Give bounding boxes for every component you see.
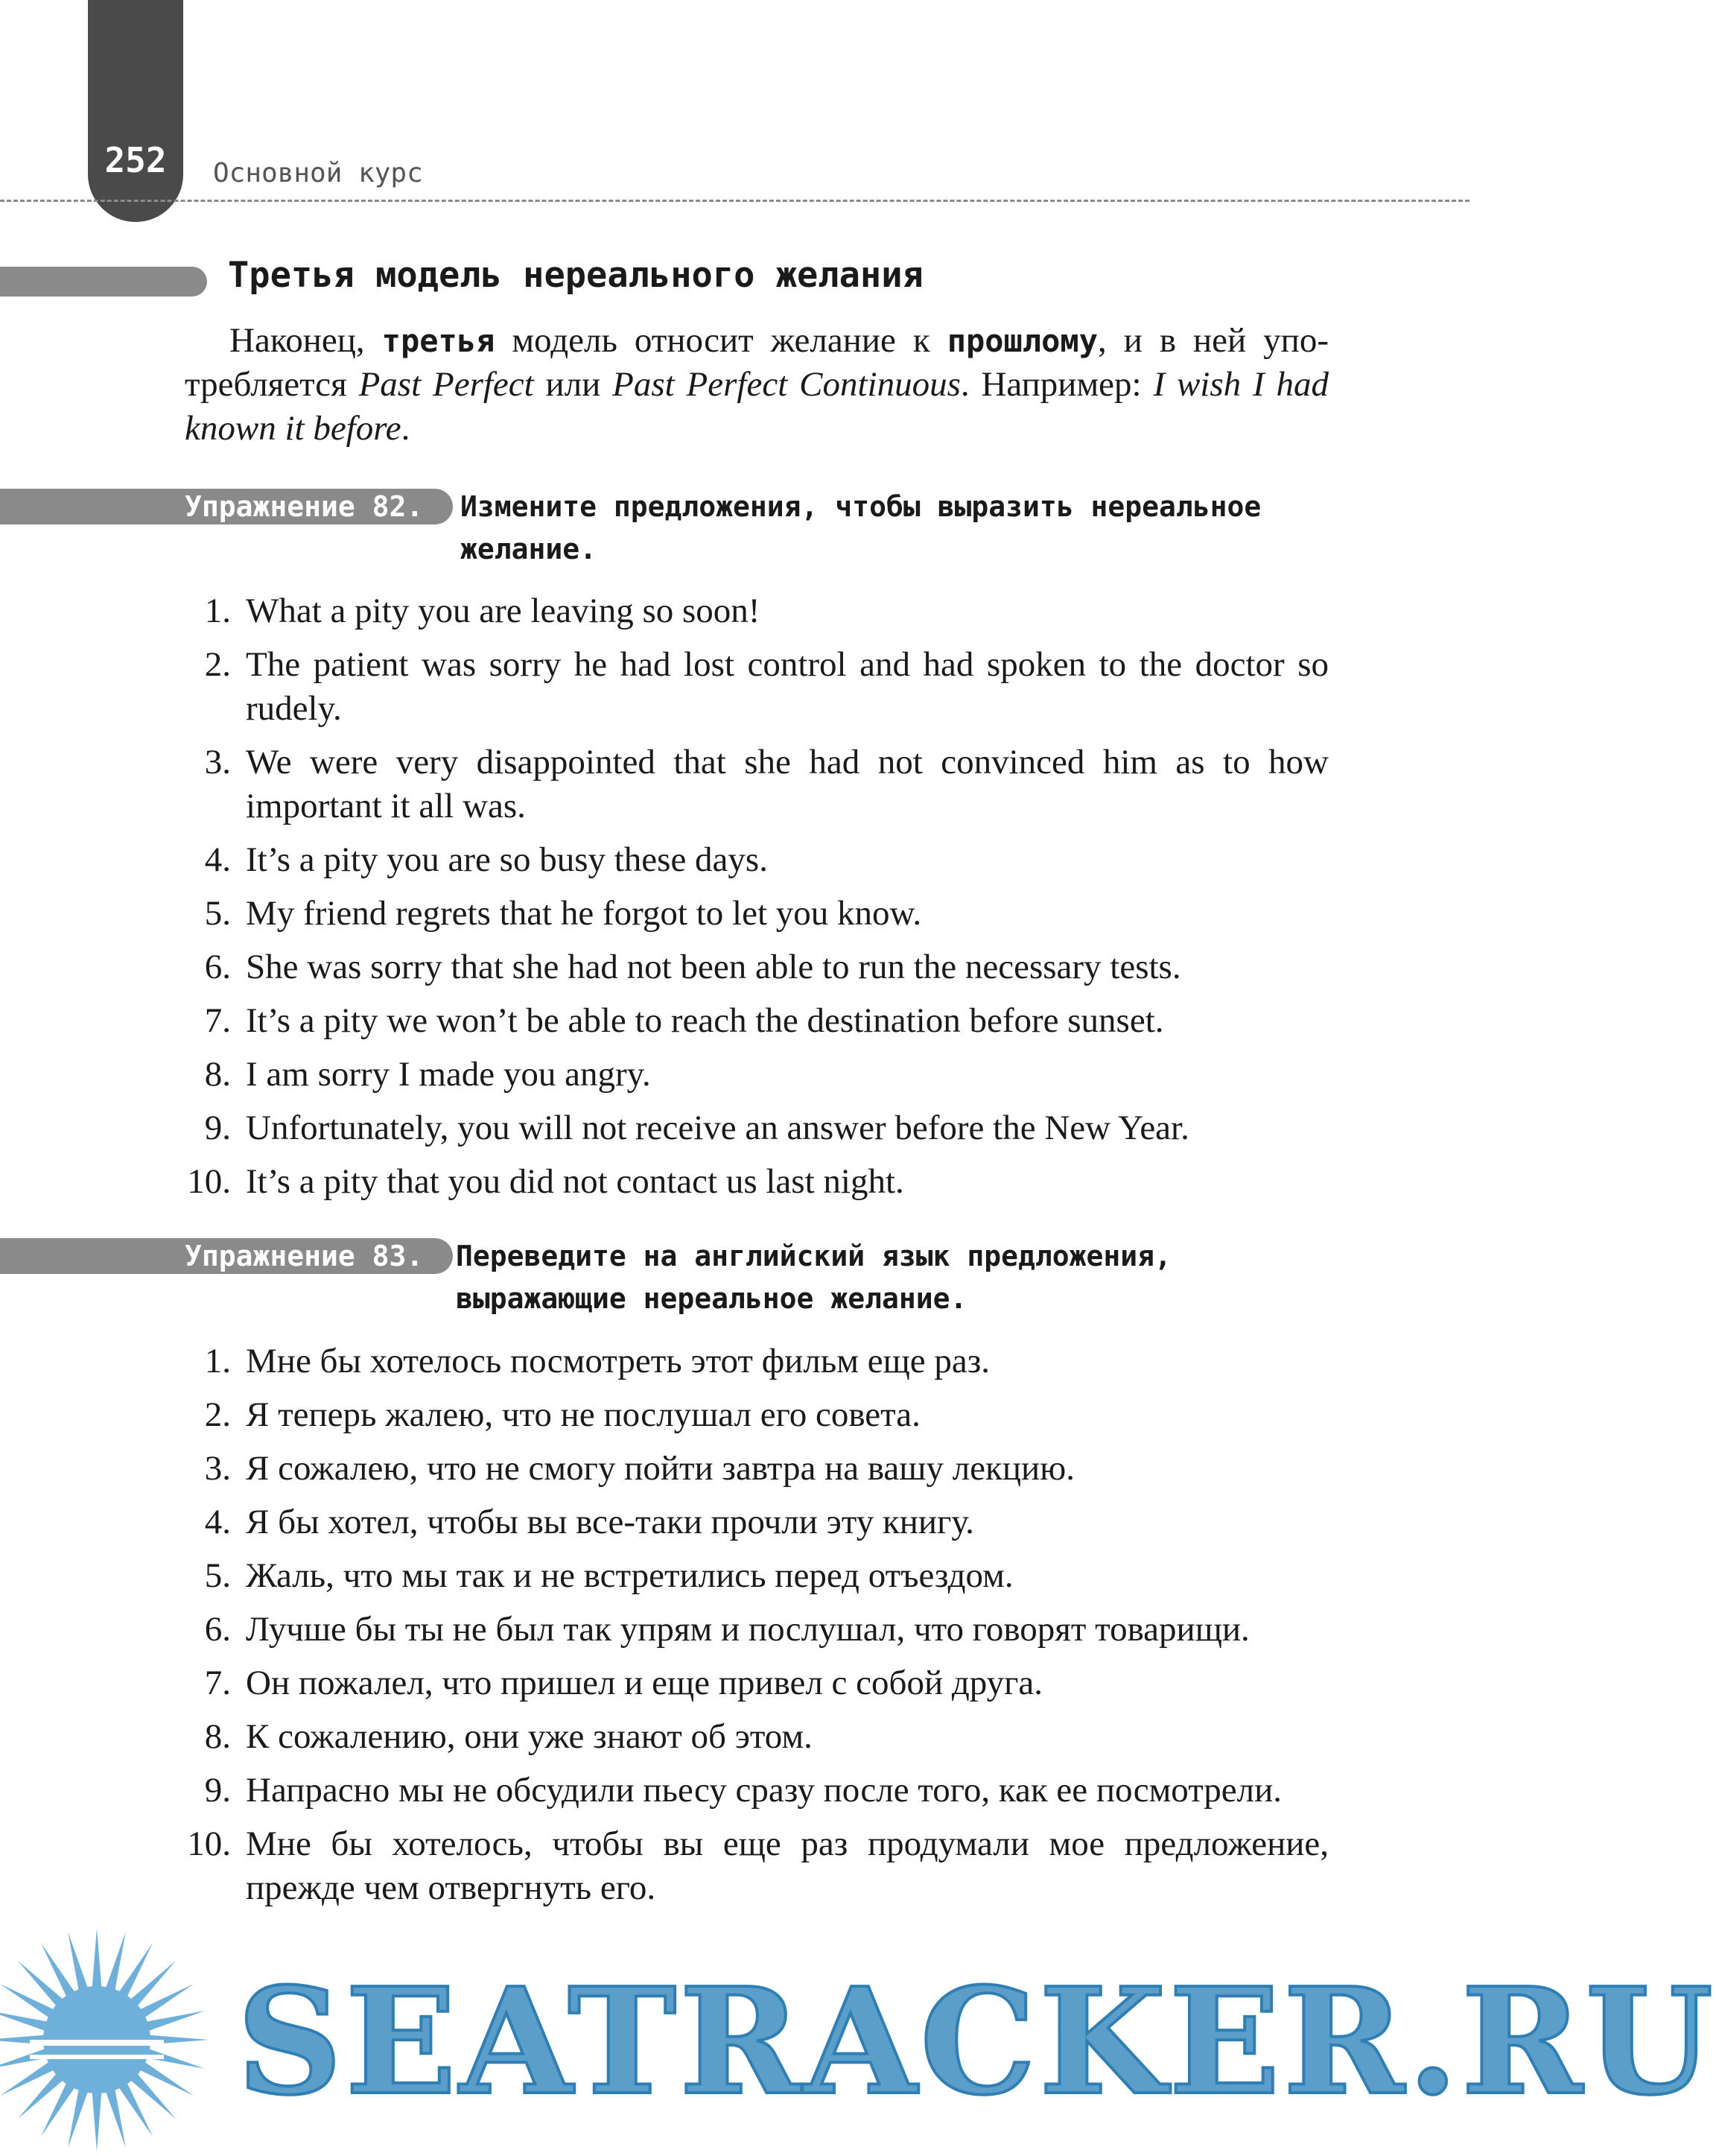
list-item-text: She was sorry that she had not been able to run the necessary tests. bbox=[246, 948, 1181, 986]
header-divider bbox=[0, 200, 1469, 202]
sun-ray bbox=[106, 2089, 126, 2148]
list-item-text: Я теперь жалею, что не послушал его совета. bbox=[246, 1395, 921, 1434]
list-item-number: 5. bbox=[204, 1556, 231, 1595]
running-head: Основной курс bbox=[213, 158, 423, 188]
list-item-number: 8. bbox=[204, 1055, 231, 1094]
exercise-82-list bbox=[185, 589, 1329, 1214]
list-item-number: 10. bbox=[187, 1824, 231, 1863]
sun-ray bbox=[146, 2011, 205, 2031]
watermark-text: SEATRACKER.RU bbox=[237, 1956, 1716, 2128]
list-item bbox=[185, 1053, 1329, 1097]
section-title: Третья модель нереального желания bbox=[228, 255, 924, 296]
list-item-number: 1. bbox=[204, 592, 231, 630]
list-item bbox=[185, 1715, 1329, 1759]
exercise-83-label: Упражнение 83. bbox=[185, 1240, 424, 1272]
list-item-text: We were very disappointed that she had not convinced him as to how important it all was. bbox=[246, 743, 1329, 825]
intro-paragraph: Наконец, третья модель относит желание к прошлому, и в ней употребляется Past Perfect или Past Perfect Continuous. Например: I wish I had known it before. bbox=[185, 321, 1329, 448]
sun-ray bbox=[68, 2089, 88, 2148]
list-item-text: Он пожалел, что пришел и еще привел с собой друга. bbox=[246, 1664, 1043, 1702]
list-item bbox=[185, 1393, 1329, 1437]
list-item-number: 2. bbox=[204, 1395, 231, 1434]
list-item-text: It’s a pity you are so busy these days. bbox=[246, 840, 768, 879]
list-item-text: Лучше бы ты не был так упрям и послушал, что говорят товарищи. bbox=[246, 1610, 1250, 1649]
sun-ray bbox=[0, 2011, 48, 2031]
list-item-number: 5. bbox=[204, 894, 231, 933]
list-item-number: 4. bbox=[204, 840, 231, 879]
page-number: 252 bbox=[104, 140, 167, 180]
list-item-number: 6. bbox=[204, 1610, 231, 1649]
list-item bbox=[185, 838, 1329, 882]
section-marker-bar bbox=[0, 267, 207, 297]
list-item bbox=[185, 1447, 1329, 1491]
list-item bbox=[185, 892, 1329, 936]
list-item bbox=[185, 999, 1329, 1043]
list-item-text: It’s a pity we won’t be able to reach the destination before sunset. bbox=[246, 1001, 1164, 1040]
list-item-number: 10. bbox=[187, 1162, 231, 1201]
list-item bbox=[185, 741, 1329, 828]
list-item-text: Напрасно мы не обсудили пьесу сразу после того, как ее посмотрели. bbox=[246, 1771, 1283, 1810]
exercise-83-task: Переведите на английский язык предложения, выражающие нереальное желание. bbox=[456, 1240, 1172, 1315]
list-item-text: Unfortunately, you will not receive an answer before the New Year. bbox=[246, 1109, 1189, 1147]
list-item-number: 8. bbox=[204, 1717, 231, 1756]
list-item-number: 9. bbox=[204, 1109, 231, 1147]
page-number-tab bbox=[88, 0, 183, 222]
list-item-number: 1. bbox=[204, 1342, 231, 1380]
list-item bbox=[185, 589, 1329, 633]
list-item bbox=[185, 1160, 1329, 1204]
list-item-number: 6. bbox=[204, 948, 231, 986]
list-item-number: 4. bbox=[204, 1503, 231, 1541]
list-item-text: My friend regrets that he forgot to let you know. bbox=[246, 894, 922, 933]
list-item-text: I am sorry I made you angry. bbox=[246, 1055, 651, 1094]
sun-ray bbox=[68, 1932, 88, 1991]
list-item bbox=[185, 1769, 1329, 1813]
list-item bbox=[185, 643, 1329, 731]
list-item-text: Мне бы хотелось, чтобы вы еще раз продумали мое предложение, прежде чем отвергнуть его. bbox=[246, 1824, 1329, 1907]
exercise-82-label: Упражнение 82. bbox=[185, 490, 424, 523]
list-item-text: Я бы хотел, чтобы вы все-таки прочли эту книгу. bbox=[246, 1503, 974, 1541]
list-item-text: Жаль, что мы так и не встретились перед отъездом. bbox=[246, 1556, 1014, 1595]
list-item bbox=[185, 1822, 1329, 1910]
list-item bbox=[185, 1339, 1329, 1383]
exercise-83-list bbox=[185, 1339, 1329, 1920]
list-item bbox=[185, 1500, 1329, 1544]
list-item bbox=[185, 1554, 1329, 1598]
list-item-text: К сожалению, они уже знают об этом. bbox=[246, 1717, 813, 1756]
list-item-number: 7. bbox=[204, 1001, 231, 1040]
list-item-number: 3. bbox=[204, 1449, 231, 1488]
sun-ray bbox=[92, 2092, 102, 2152]
list-item-number: 3. bbox=[204, 743, 231, 781]
sun-ray bbox=[92, 1928, 102, 1988]
list-item-text: The patient was sorry he had lost control and had spoken to the doctor so rudely. bbox=[246, 645, 1329, 728]
sun-ray bbox=[106, 1932, 126, 1991]
list-item-number: 2. bbox=[204, 645, 231, 684]
list-item bbox=[185, 945, 1329, 989]
list-item bbox=[185, 1661, 1329, 1705]
list-item-text: It’s a pity that you did not contact us last night. bbox=[246, 1162, 904, 1201]
list-item-text: Мне бы хотелось посмотреть этот фильм еще раз. bbox=[246, 1342, 991, 1380]
list-item-text: What a pity you are leaving so soon! bbox=[246, 592, 760, 630]
list-item-number: 9. bbox=[204, 1771, 231, 1810]
list-item bbox=[185, 1608, 1329, 1652]
list-item-number: 7. bbox=[204, 1664, 231, 1702]
exercise-82-task: Измените предложения, чтобы выразить нереальное желание. bbox=[460, 490, 1262, 565]
list-item bbox=[185, 1106, 1329, 1150]
list-item-text: Я сожалею, что не смогу пойти завтра на вашу лекцию. bbox=[246, 1449, 1075, 1488]
